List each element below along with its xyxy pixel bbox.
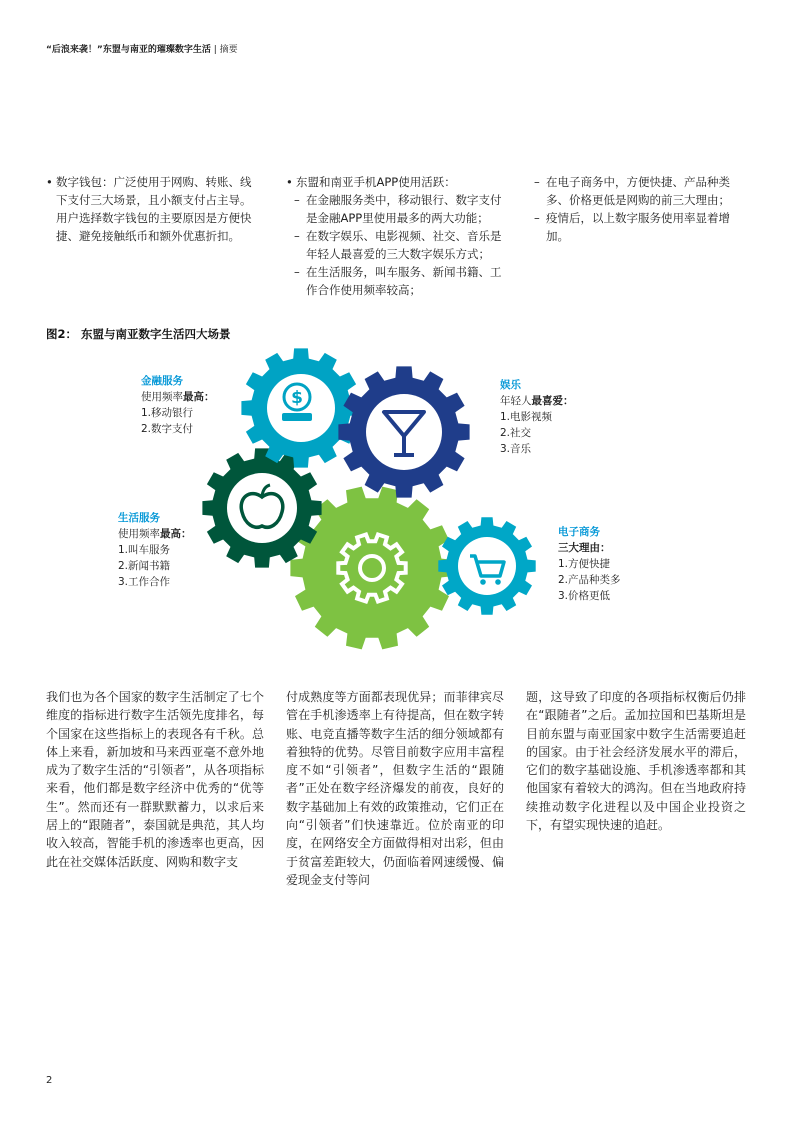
ecom-dash-1: – 在电子商务中，方便快捷、产品种类多、价格更低是网购的前三大理由； [534, 173, 744, 209]
ecommerce-gear-hub [458, 537, 516, 595]
entertainment-lead: 年轻人 [500, 395, 532, 407]
ecommerce-item: 3.价格更低 [558, 590, 611, 602]
cart-wheel-icon [495, 579, 501, 585]
body-column-2: 付成熟度等方面都表现优异；而菲律宾尽管在手机渗透率上有待提高，但在数字转账、电竞直播等数字生活的细分领域都有着独特的优势。尽管目前数字应用丰富程度不如“引领者”，但数字生活的“跟随者”正处在数字经济爆发的前夜，良好的数字基础加上有效的政策推动，它们正在向“引领者”们快速靠近。位於南亚的印度，在网络安全方面做得相对出彩，但由于贫富差距较大，仍面临着网速缓慢、偏爱现金支付等问 [286, 690, 504, 887]
ecommerce-label [558, 524, 621, 604]
finance-lead: 使用频率 [141, 391, 183, 403]
ecommerce-lead: 三大 [558, 542, 579, 554]
entertainment-lead-bold: 最喜爱： [531, 395, 574, 407]
header-separator: | [210, 45, 220, 55]
finance-label [141, 373, 215, 437]
finance-item: 2.数字支付 [141, 423, 194, 435]
app-dash-1: – 在金融服务类中，移动银行、数字支付是金融APP里使用最多的两大功能； [286, 191, 508, 227]
ecommerce-lead-bold: 理由： [579, 542, 611, 554]
body-column-3: 题，这导致了印度的各项指标权衡后仍排在“跟随者”之后。孟加拉国和巴基斯坦是目前东盟与南亚国家中数字生活需要追赶的国家。由于社会经济发展水平的滞后，它们的数字基础设施、手机渗透率都和其他国家有着较大的鸿沟。但在当地政府持续推动数字化进程以及中国企业投资之下，有望实现快速的追赶。 [526, 690, 746, 833]
finance-lead-bold: 最高： [183, 391, 215, 403]
entertainment-label [500, 377, 574, 457]
entertainment-title: 娱乐 [500, 379, 521, 391]
life-lead-bold: 最高： [160, 528, 192, 540]
dollar-sign-icon: $ [291, 388, 303, 408]
finance-item: 1.移动银行 [141, 407, 194, 419]
ecom-dash-2: – 疫情后，以上数字服务使用率显着增加。 [534, 209, 744, 245]
body-column-1: 我们也为各个国家的数字生活制定了七个维度的指标进行数字生活领先度排名，每个国家在这些指标上的表现各有千秋。总体上来看，新加坡和马来西亚毫不意外地成为了数字生活的“引领者”，从各项指标来看，他们都是数字经济中优秀的“优等生”。然而还有一群默默蓄力，以求后来居上的“跟随者”，泰国就是典范，其人均收入较高，智能手机的渗透率也更高，因此在社交媒体活跃度、网购和数字支 [46, 690, 264, 869]
header-section: 摘要 [219, 45, 238, 55]
coin-stack-icon [282, 413, 312, 421]
life-item: 1.叫车服务 [118, 544, 171, 556]
wallet-bullet: • 数字钱包：广泛使用于网购、转账、线下支付三大场景，且小额支付占主导。用户选择数字钱包的主要原因是方便快捷、避免接触纸币和额外优惠折扣。 [46, 173, 260, 245]
finance-title: 金融服务 [141, 375, 183, 387]
cart-wheel-icon [480, 579, 486, 585]
ecommerce-item: 2.产品种类多 [558, 574, 621, 586]
life-item: 2.新闻书籍 [118, 560, 171, 572]
ecommerce-title: 电子商务 [558, 526, 600, 538]
entertainment-item: 2.社交 [500, 427, 532, 439]
app-dash-2: – 在数字娱乐、电影视频、社交、音乐是年轻人最喜爱的三大数字娱乐方式； [286, 227, 508, 263]
life-label [118, 510, 192, 590]
ecommerce-item: 1.方便快捷 [558, 558, 611, 570]
life-item: 3.工作合作 [118, 576, 171, 588]
header-title: “后浪来袭！”东盟与南亚的璀璨数字生活 [46, 45, 211, 55]
figure-title: 图2： 东盟与南亚数字生活四大场景 [46, 327, 231, 341]
app-dash-3: – 在生活服务，叫车服务、新闻书籍、工作合作使用频率较高； [286, 263, 508, 299]
life-title: 生活服务 [118, 512, 160, 524]
entertainment-item: 1.电影视频 [500, 411, 553, 423]
entertainment-item: 3.音乐 [500, 443, 532, 455]
app-bullet: • 东盟和南亚手机APP使用活跃： [286, 173, 508, 191]
life-gear-hub [227, 473, 297, 543]
page-number: 2 [46, 1075, 53, 1086]
entertainment-gear-hub [366, 394, 442, 470]
life-lead: 使用频率 [118, 528, 160, 540]
